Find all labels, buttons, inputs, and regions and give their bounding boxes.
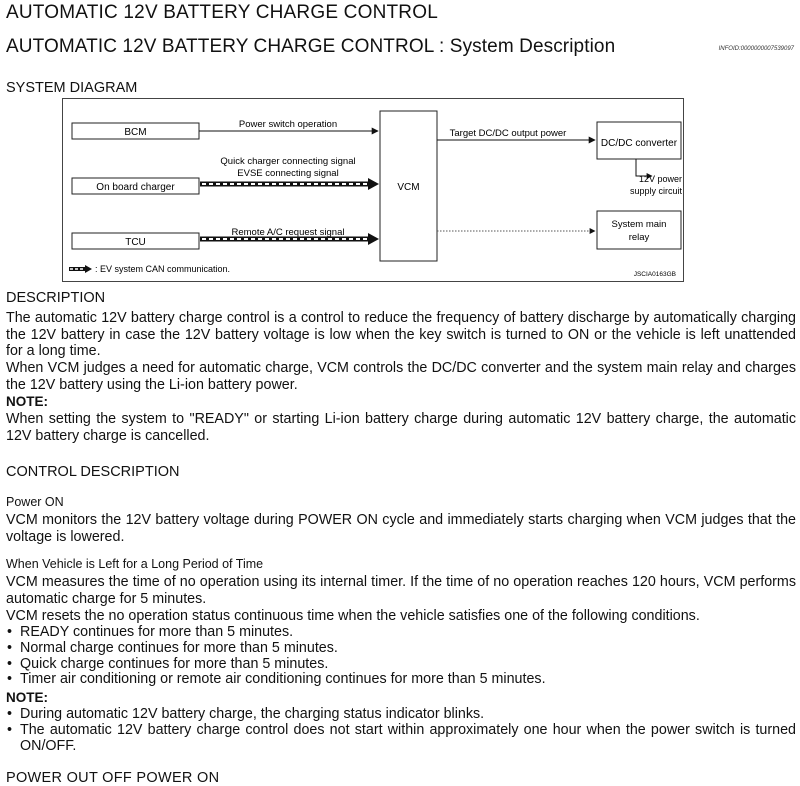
dcdc-converter-box [597, 122, 681, 159]
vcm-box [380, 111, 437, 261]
section-title: AUTOMATIC 12V BATTERY CHARGE CONTROL : System Description [6, 36, 616, 57]
left-long-text-1: VCM measures the time of no operation using its internal timer. If the time of no operation reaches 120 hours, VCM performs automatic charge for 5 minutes. [6, 574, 796, 607]
control-notes-list [6, 707, 796, 754]
system-main-relay-box [597, 211, 681, 249]
control-description-heading: CONTROL DESCRIPTION [6, 464, 180, 480]
system-diagram [62, 98, 684, 282]
conditions-list [6, 625, 796, 688]
system-diagram-svg [62, 98, 684, 282]
list-item: • The automatic 12V battery charge control does not start within approximately one hour when the power switch is turned ON/OFF. [6, 723, 796, 755]
onboard-charger-box [72, 178, 199, 194]
power-switch-label: Power switch operation [238, 119, 338, 130]
list-item: • Timer air conditioning or remote air conditioning continues for more than 5 minutes. [6, 672, 796, 688]
tcu-label: TCU [125, 237, 146, 248]
description-heading: DESCRIPTION [6, 290, 106, 306]
quick-charger-label: Quick charger connecting signal [220, 156, 356, 167]
list-item: • During automatic 12V battery charge, the charging status indicator blinks. [6, 707, 796, 723]
supply-label-line2: supply circuit [629, 186, 682, 196]
bcm-box [72, 123, 199, 139]
legend-label: : EV system CAN communication. [95, 264, 231, 274]
section-header [6, 36, 796, 58]
remote-ac-label: Remote A/C request signal [231, 227, 345, 238]
power-on-title: Power ON [6, 495, 64, 509]
cut-off-heading: POWER OUT OFF POWER ON [6, 770, 220, 786]
left-long-title: When Vehicle is Left for a Long Period of Time [6, 557, 264, 571]
vcm-label: VCM [397, 182, 420, 193]
description-note-text: When setting the system to "READY" or starting Li-ion battery charge during automatic 12V battery charge, the automatic 12V battery charge is cancelled. [6, 411, 796, 444]
control-note-label: NOTE: [6, 690, 48, 705]
target-dcdc-label: Target DC/DC output power [449, 128, 567, 139]
relay-label-line2: relay [628, 232, 650, 243]
left-long-text-2: VCM resets the no operation status continuous time when the vehicle satisfies one of the following conditions. [6, 608, 700, 624]
can-arrow-charger [200, 178, 379, 190]
supply-label-line1: 12V power [638, 174, 682, 184]
list-item: • READY continues for more than 5 minutes. [6, 625, 796, 641]
tcu-box [72, 233, 199, 249]
system-diagram-heading: SYSTEM DIAGRAM [6, 80, 138, 96]
dcdc-converter-label: DC/DC converter [600, 138, 678, 149]
figure-code: JSCIA0163GB [633, 271, 676, 278]
list-item: • Normal charge continues for more than 5 minutes. [6, 641, 796, 657]
evse-label: EVSE connecting signal [237, 168, 339, 179]
relay-label-line1: System main [611, 219, 667, 230]
bcm-label: BCM [124, 127, 147, 138]
description-paragraph-1: The automatic 12V battery charge control is a control to reduce the frequency of battery discharge by automatically charging the 12V battery in case the 12V battery voltage is low when the key switch is turned to ON or the vehicle is left unattended for a long time. [6, 310, 796, 360]
legend [69, 264, 230, 274]
onboard-charger-label: On board charger [96, 182, 175, 193]
power-on-text: VCM monitors the 12V battery voltage during POWER ON cycle and immediately starts charging when VCM judges that the voltage is lowered. [6, 512, 796, 545]
list-item: • Quick charge continues for more than 5 minutes. [6, 657, 796, 673]
description-note-label: NOTE: [6, 394, 48, 409]
info-id: INFOID:0000000007539097 [718, 46, 794, 52]
page-title: AUTOMATIC 12V BATTERY CHARGE CONTROL [6, 2, 438, 23]
description-paragraph-2: When VCM judges a need for automatic charge, VCM controls the DC/DC converter and the system main relay and charges the 12V battery using the Li-ion battery power. [6, 360, 796, 393]
